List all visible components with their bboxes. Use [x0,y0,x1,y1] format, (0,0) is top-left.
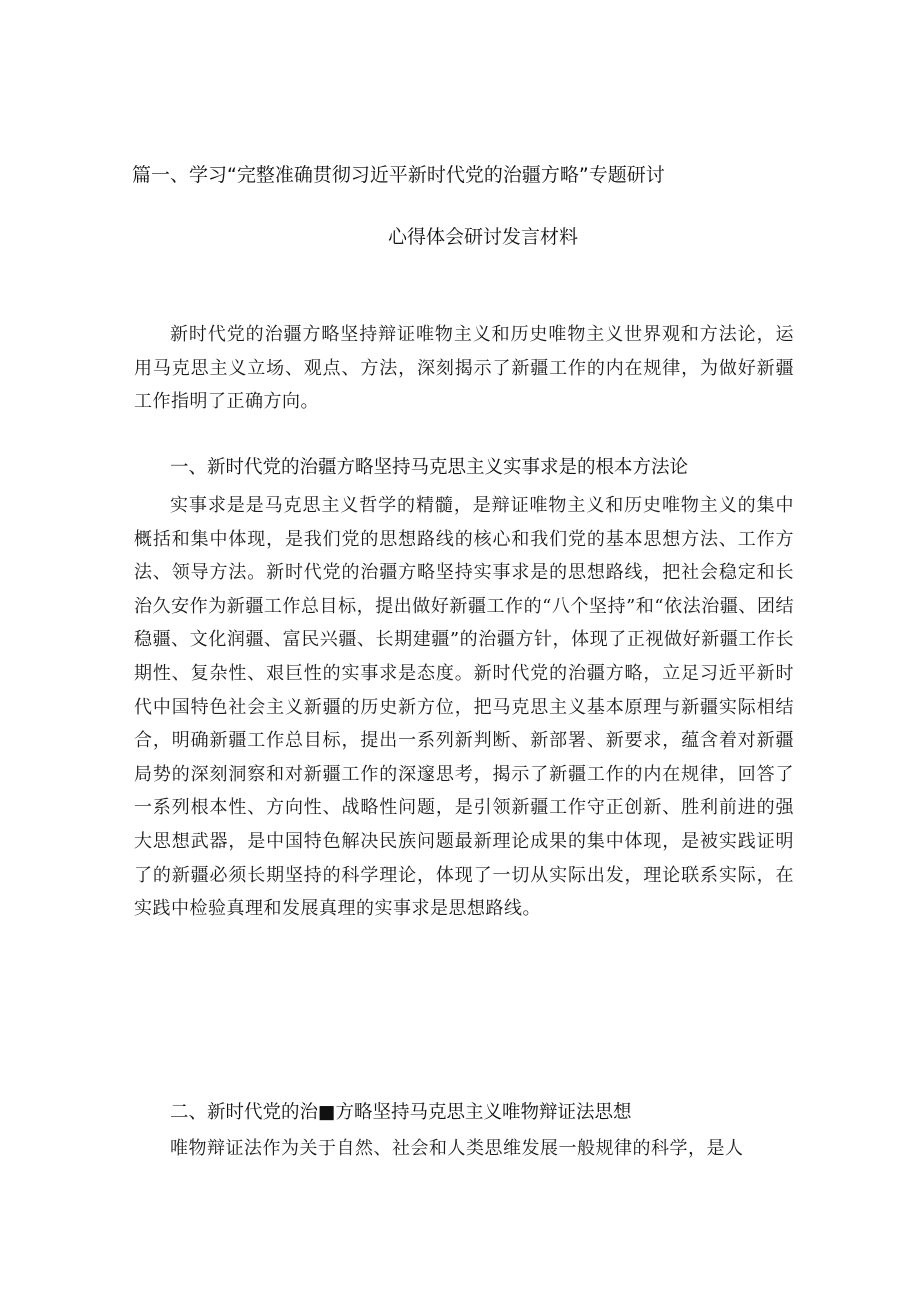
document-title-line-2: 心得体会研讨发言材料 [388,226,579,248]
section-2-paragraph: 唯物辩证法作为关于自然、社会和人类思维发展一般规律的科学，是人 [170,1138,744,1159]
document-title-line-1: 篇一、学习“完整准确贯彻习近平新时代党的治疆方略”专题研讨 [132,164,665,186]
intro-paragraph: 新时代党的治疆方略坚持辩证唯物主义和历史唯物主义世界观和方法论，运用马克思主义立场、观点、方法，深刻揭示了新疆工作的内在规律，为做好新疆工作指明了正确方向。 [134,324,794,413]
section-1-paragraph: 实事求是是马克思主义哲学的精髓，是辩证唯物主义和历史唯物主义的集中概括和集中体现，是我们党的思想路线的核心和我们党的基本思想方法、工作方法、领导方法。新时代党的治疆方略坚持实事求是的思想路线，把社会稳定和长治久安作为新疆工作总目标，提出做好新疆工作的“八个坚持”和“依法治疆、团结稳疆、文化润疆、富民兴疆、长期建疆”的治疆方针，体现了正视做好新疆工作长期性、复杂性、艰巨性的实事求是态度。新时代党的治疆方略，立足习近平新时代中国特色社会主义新疆的历史新方位，把马克思主义基本原理与新疆实际相结合，明确新疆工作总目标，提出一系列新判断、新部署、新要求，蕴含着对新疆局势的深刻洞察和对新疆工作的深邃思考，揭示了新疆工作的内在规律，回答了一系列根本性、方向性、战略性问题，是引领新疆工作守正创新、胜利前进的强大思想武器，是中国特色解决民族问题最新理论成果的集中体现，是被实践证明了的新疆必须长期坚持的科学理论，体现了一切从实际出发，理论联系实际，在实践中检验真理和发展真理的实事求是思想路线。 [134,495,794,920]
section-2-heading: 二、新时代党的治■方略坚持马克思主义唯物辩证法思想 [170,1102,632,1123]
section-1-heading: 一、新时代党的治疆方略坚持马克思主义实事求是的根本方法论 [170,457,689,478]
